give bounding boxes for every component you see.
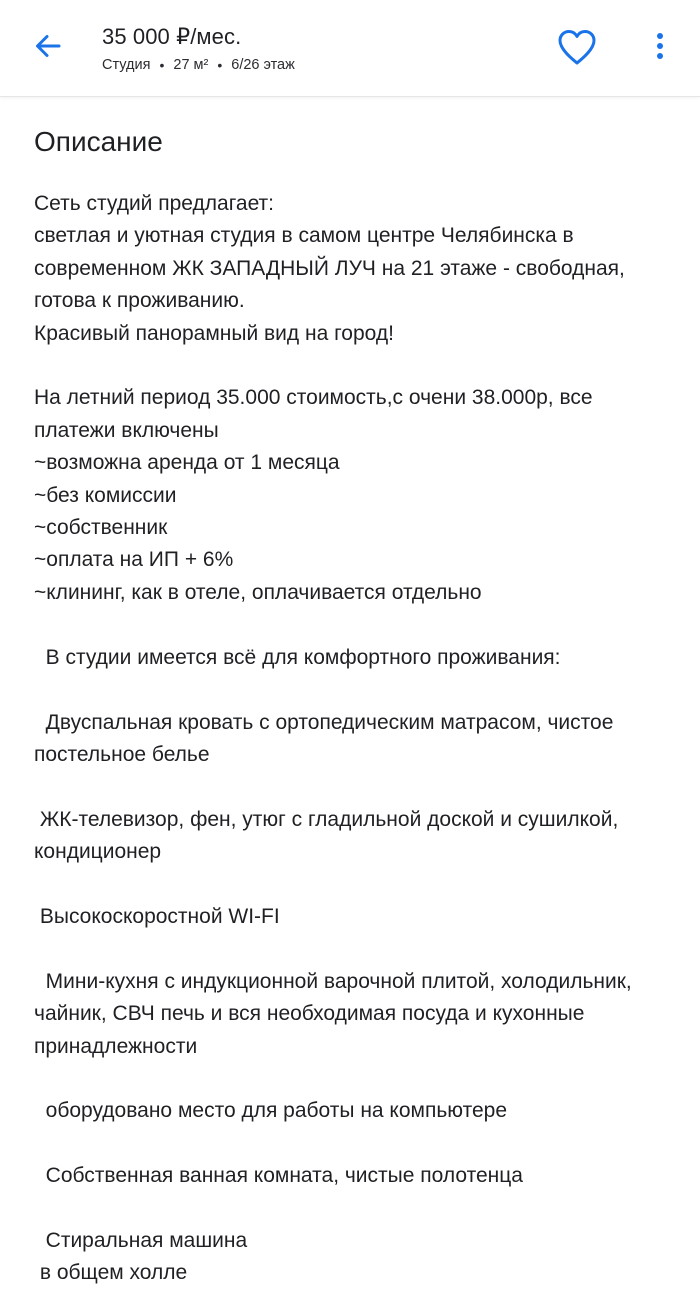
description-text: Сеть студий предлагает: светлая и уютная студия в самом центре Челябинска в современном ЖК ЗАПАДНЫЙ ЛУЧ на 21 этаже - свободная, готова к проживанию. Красивый панорамный вид на город! На летний период 35.000 стоимость,с очени 38.000р, все платежи включены ~возможна аренда от 1 месяца ~без комиссии ~собственник ~оплата на ИП + 6% ~клининг, как в отеле, оплачивается отдельно В студии имеется всё для комфортного проживания: Двуспальная кровать с ортопедическим матрасом, чистое постельное белье ЖК-телевизор, фен, утюг с гладильной доской и сушилкой, кондиционер Высокоскоростной WI-FI Мини-кухня с индукционной варочной плитой, холодильник, чайник, СВЧ печь и вся необходимая посуда и кухонные принадлежности оборудовано место для работы на компьютере Собственная ванная комната, чистые полотенца Стиральная машина в общем холле: [34, 192, 632, 1285]
listing-meta: [102, 54, 295, 76]
meta-separator: •: [217, 57, 223, 73]
meta-separator: •: [159, 57, 165, 73]
more-options-button[interactable]: [640, 26, 680, 70]
top-app-bar: [0, 0, 700, 97]
description-heading: Описание: [34, 126, 163, 157]
heart-outline-icon: [555, 27, 599, 72]
price: 35 000 ₽/мес.: [102, 24, 242, 49]
back-button[interactable]: [26, 26, 70, 70]
listing-summary: [102, 22, 295, 76]
property-floor: 6/26 этаж: [231, 57, 295, 73]
arrow-left-icon: [33, 31, 63, 66]
more-vertical-icon: [655, 31, 665, 66]
property-type: Студия: [102, 57, 151, 73]
favorite-button[interactable]: [552, 24, 602, 74]
property-area: 27 м²: [173, 57, 209, 73]
